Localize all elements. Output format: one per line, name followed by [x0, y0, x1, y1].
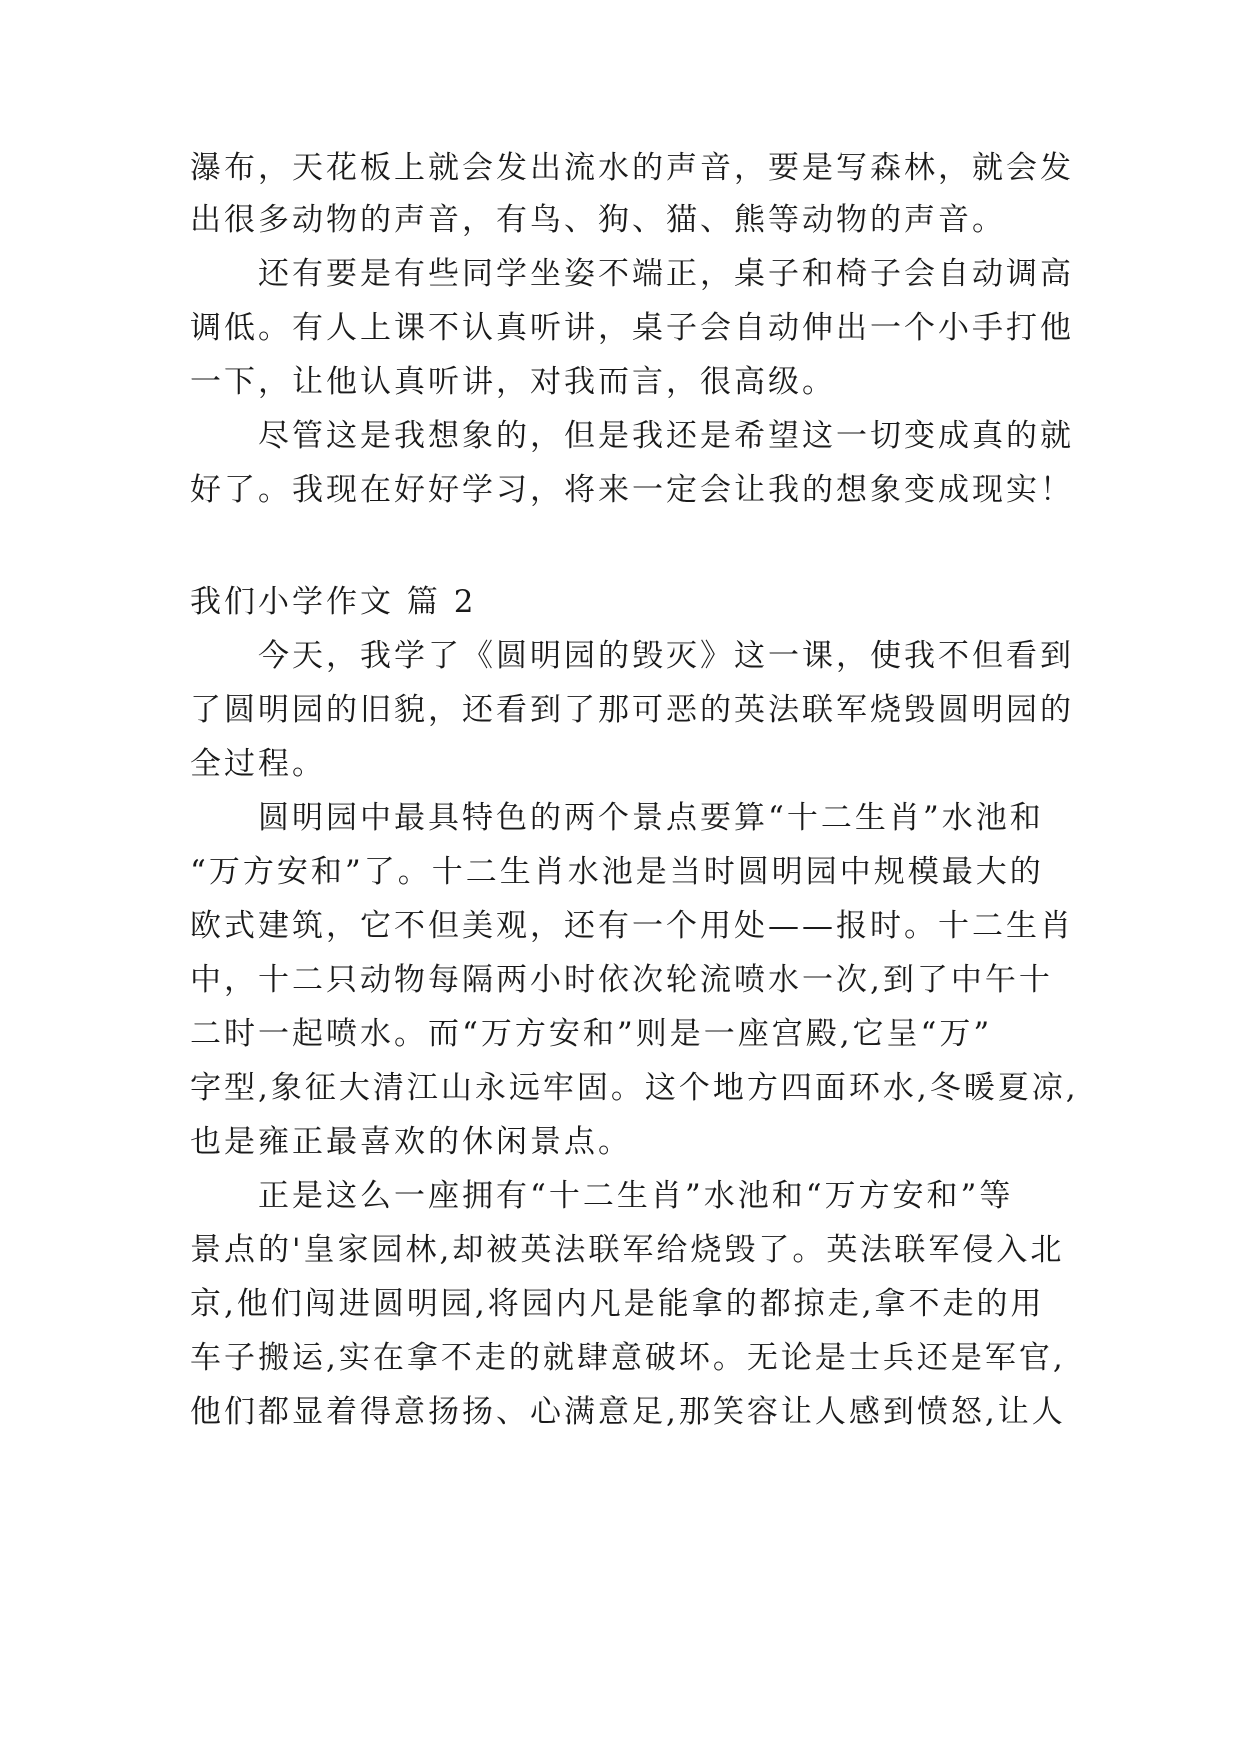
text-line: 全过程。	[190, 746, 326, 782]
text-line: 二时一起喷水。而“万方安和”则是一座宫殿,它呈“万”	[190, 1016, 993, 1052]
text-line: 好了。我现在好好学习，将来一定会让我的想象变成现实！	[190, 472, 1074, 508]
text-line: 圆明园中最具特色的两个景点要算“十二生肖”水池和	[258, 800, 1044, 836]
text-line: 还有要是有些同学坐姿不端正，桌子和椅子会自动调高	[258, 256, 1074, 292]
text-line: 京,他们闯进圆明园,将园内凡是能拿的都掠走,拿不走的用	[190, 1286, 1045, 1322]
text-line: 尽管这是我想象的，但是我还是希望这一切变成真的就	[258, 418, 1074, 454]
text-line: 了圆明园的旧貌，还看到了那可恶的英法联军烧毁圆明园的	[190, 692, 1074, 728]
text-line: 今天，我学了《圆明园的毁灭》这一课，使我不但看到	[258, 638, 1074, 674]
text-line: 中，十二只动物每隔两小时依次轮流喷水一次,到了中午十	[190, 962, 1053, 998]
text-line: 一下，让他认真听讲，对我而言，很高级。	[190, 364, 836, 400]
text-line: 车子搬运,实在拿不走的就肆意破坏。无论是士兵还是军官,	[190, 1340, 1066, 1376]
text-line: 字型,象征大清江山永远牢固。这个地方四面环水,冬暖夏凉,	[190, 1070, 1079, 1106]
text-line: 正是这么一座拥有“十二生肖”水池和“万方安和”等	[258, 1178, 1014, 1214]
text-line: “万方安和”了。十二生肖水池是当时圆明园中规模最大的	[190, 854, 1044, 890]
text-line: 瀑布，天花板上就会发出流水的声音，要是写森林，就会发	[190, 150, 1074, 186]
text-line: 也是雍正最喜欢的休闲景点。	[190, 1124, 632, 1160]
text-line: 出很多动物的声音，有鸟、狗、猫、熊等动物的声音。	[190, 202, 1006, 238]
text-line: 他们都显着得意扬扬、心满意足,那笑容让人感到愤怒,让人	[190, 1394, 1066, 1430]
text-line: 欧式建筑，它不但美观，还有一个用处——报时。十二生肖	[190, 908, 1074, 944]
text-line: 景点的'皇家园林,却被英法联军给烧毁了。英法联军侵入北	[190, 1232, 1065, 1268]
text-line: 调低。有人上课不认真听讲，桌子会自动伸出一个小手打他	[190, 310, 1074, 346]
section-heading: 我们小学作文 篇 2	[190, 584, 477, 620]
